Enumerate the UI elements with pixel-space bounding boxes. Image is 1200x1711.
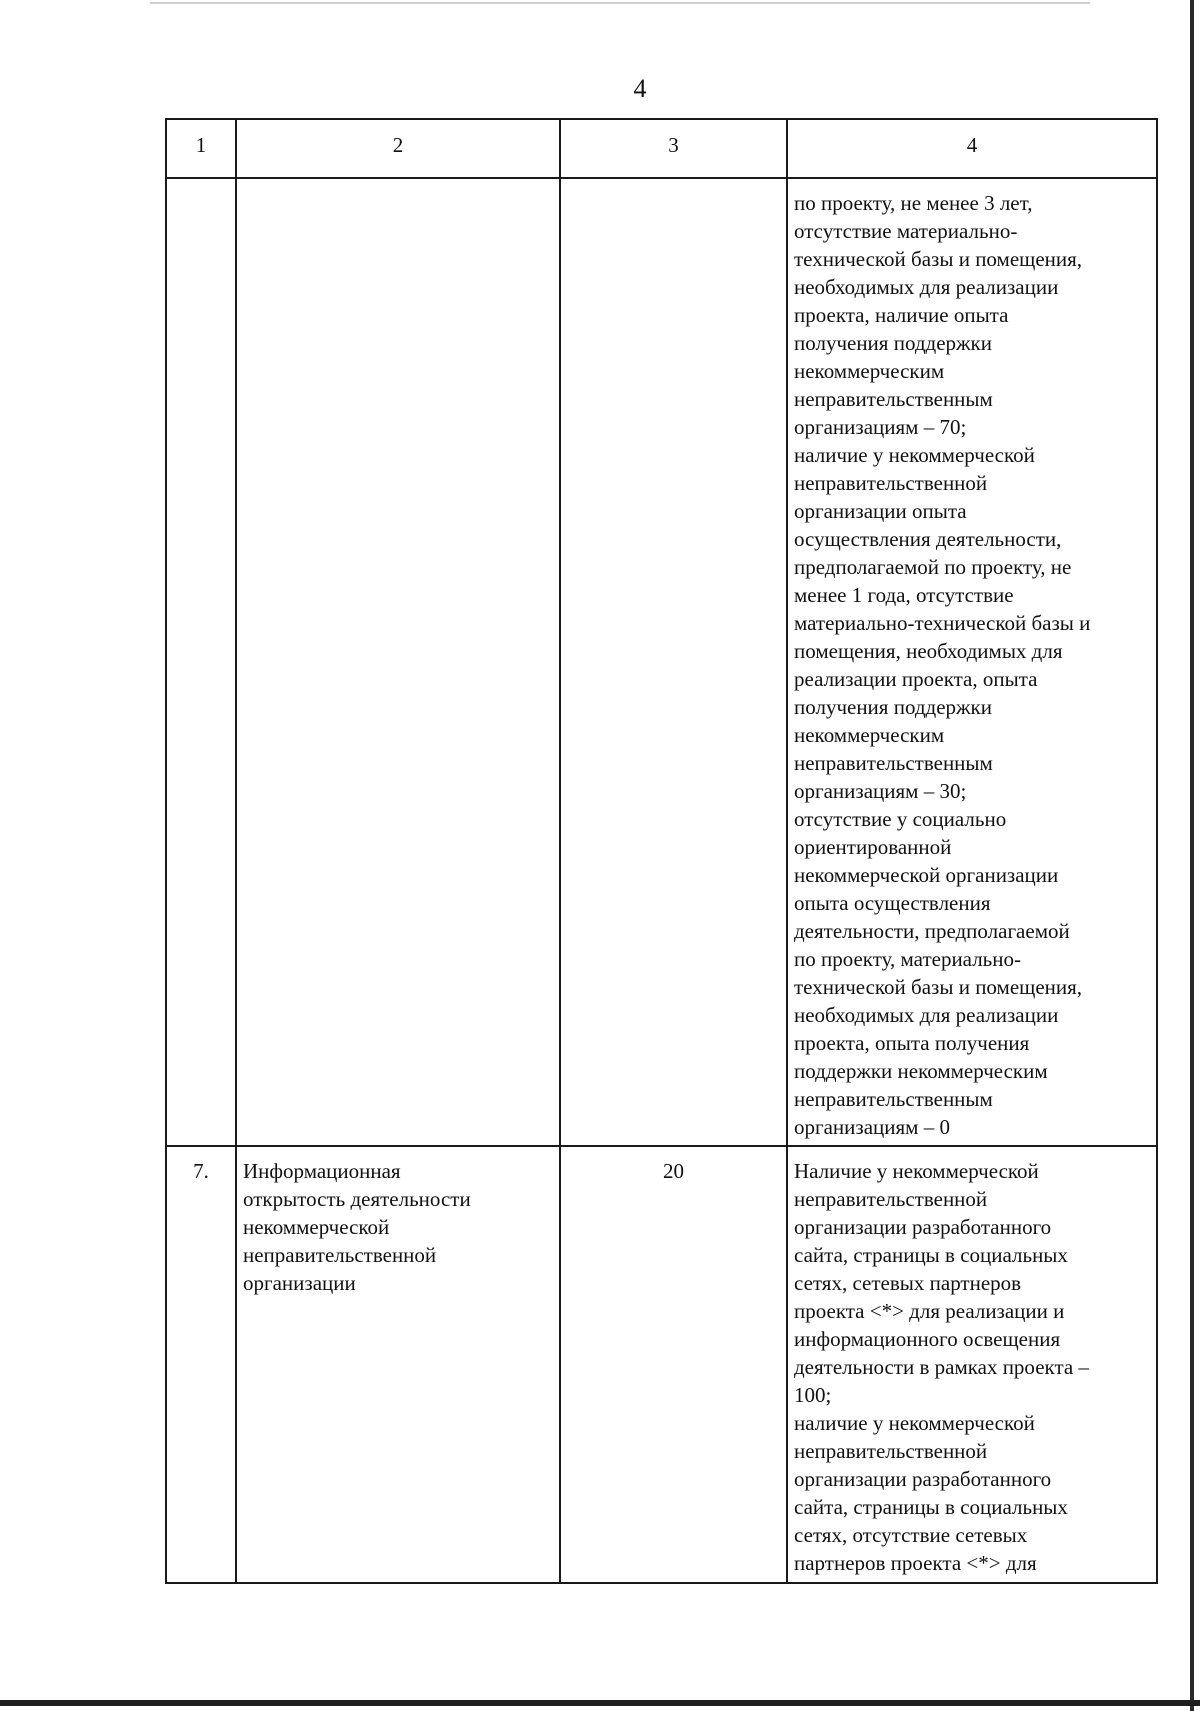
continuation-criterion-cell — [236, 178, 560, 1146]
criteria-table — [165, 118, 1158, 1584]
header-cell-2: 2 — [236, 119, 560, 178]
row-7-description-text: Наличие у некоммерческой неправительственной организации разработанного сайта, страницы в социальных сетях, сетевых партнеров проекта <*> для реализации и информационного освещения деятельности в рамках проекта – 100; наличие у некоммерческой неправительственной организации разработанного сайта, страницы в социальных сетях, отсутствие сетевых партнеров проекта <*> для — [794, 1159, 1089, 1575]
row-7-criterion-text: Информационная открытость деятельности некоммерческой неправительственной организации — [243, 1159, 471, 1295]
scan-edge-right — [1190, 0, 1194, 1711]
header-cell-4: 4 — [787, 119, 1157, 178]
row-7-description-cell — [787, 1146, 1157, 1583]
table-row-7 — [166, 1146, 1157, 1583]
continuation-description-text: по проекту, не менее 3 лет, отсутствие материально- технической базы и помещения, необходимых для реализации проекта, наличие опыта получения поддержки некоммерческим неправительственным организациям – 70; наличие у некоммерческой неправительственной организации опыта осуществления деятельности, предполагаемой по проекту, не менее 1 года, отсутствие материально-технической базы и помещения, необходимых для реализации проекта, опыта получения поддержки некоммерческим неправительственным организациям – 30; отсутствие у социально ориентированной некоммерческой организации опыта осуществления деятельности, предполагаемой по проекту, материально- технической базы и помещения, необходимых для реализации проекта, опыта получения поддержки некоммерческим неправительственным организациям – 0 — [794, 191, 1091, 1139]
page-number: 4 — [633, 74, 647, 103]
row-7-score-cell: 20 — [560, 1146, 787, 1583]
header-cell-3: 3 — [560, 119, 787, 178]
continuation-description-cell — [787, 178, 1157, 1146]
continuation-score-cell — [560, 178, 787, 1146]
header-cell-1: 1 — [166, 119, 236, 178]
row-7-number-cell: 7. — [166, 1146, 236, 1583]
scan-edge-top — [150, 2, 1090, 4]
row-7-criterion-cell — [236, 1146, 560, 1583]
table-header-row — [166, 119, 1157, 178]
scan-edge-bottom — [0, 1700, 1200, 1706]
continuation-number-cell — [166, 178, 236, 1146]
table-row-continuation — [166, 178, 1157, 1146]
